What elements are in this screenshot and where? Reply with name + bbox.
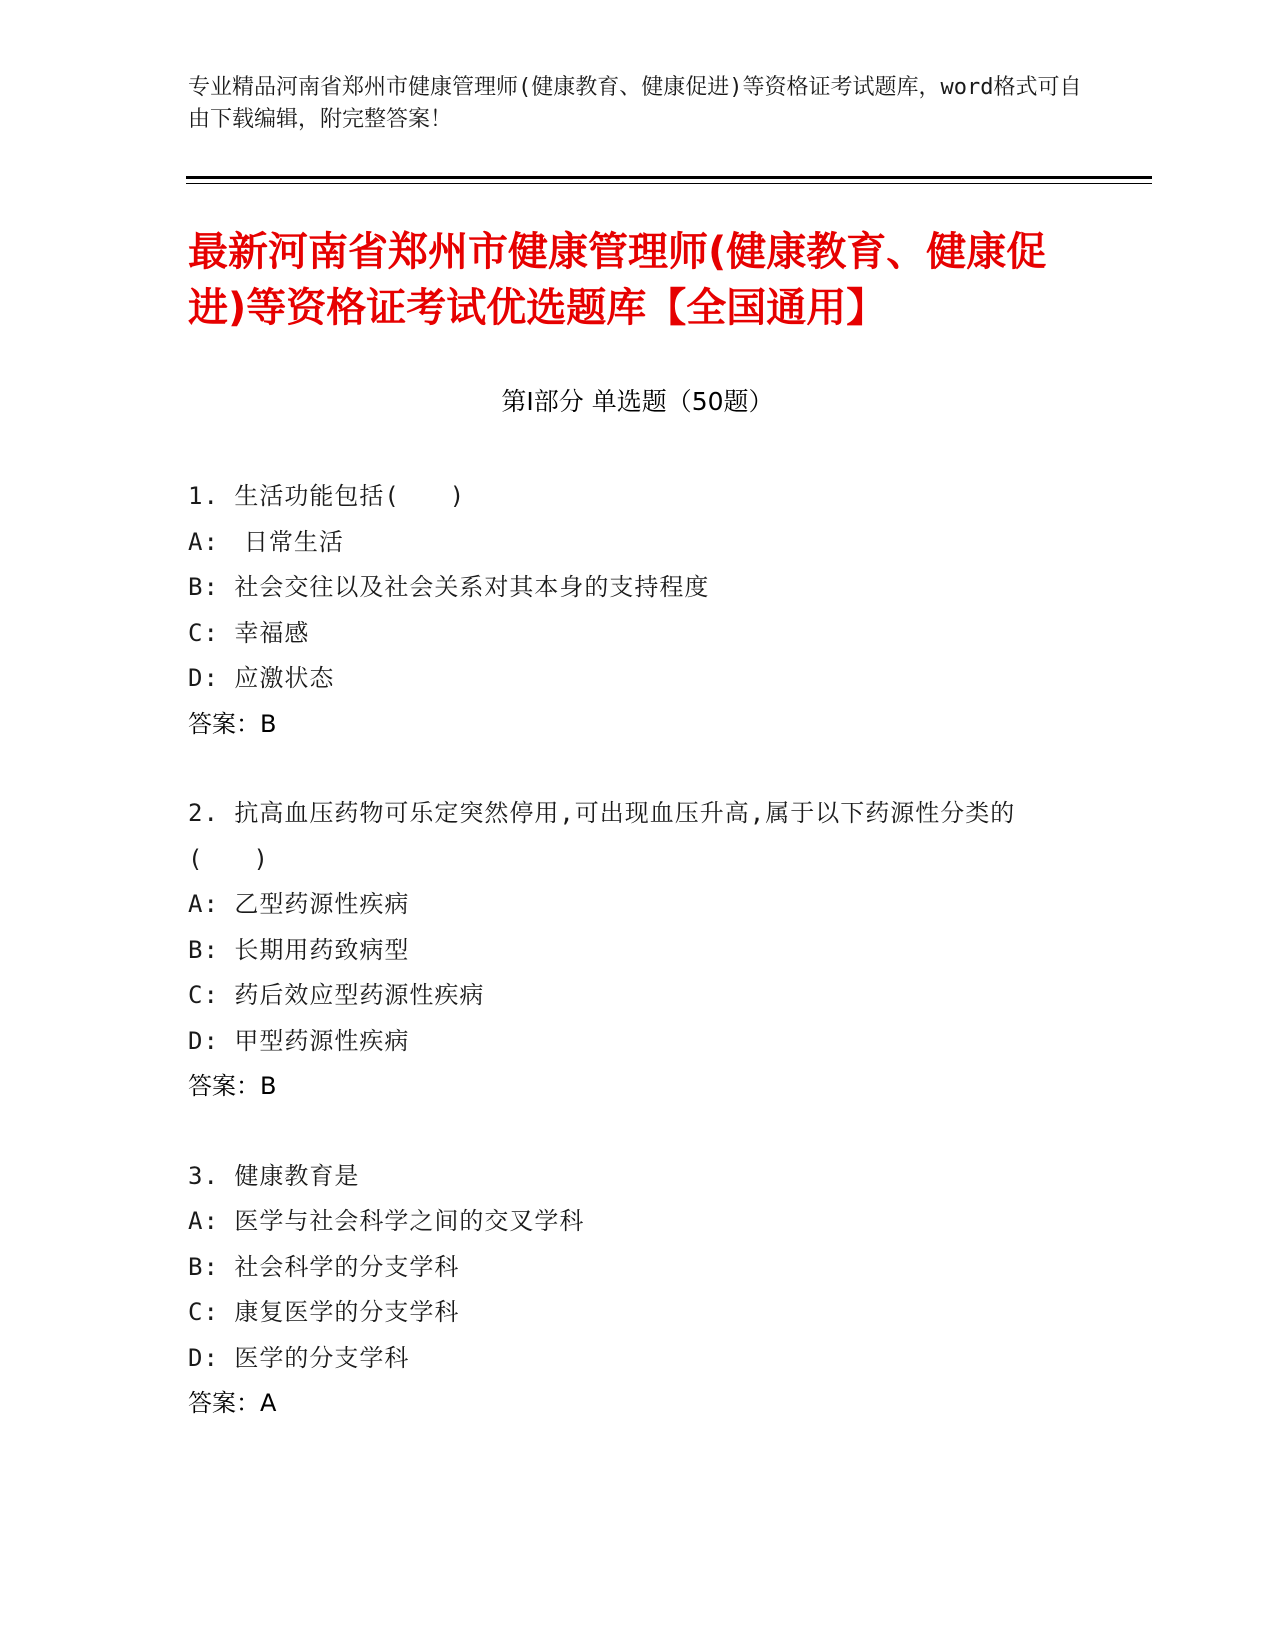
header-divider-thin bbox=[186, 183, 1152, 184]
option-a: A: 日常生活 bbox=[188, 527, 344, 556]
option-c: C: 幸福感 bbox=[188, 618, 310, 647]
document-title: 最新河南省郑州市健康管理师(健康教育、健康促进)等资格证考试优选题库【全国通用】 bbox=[188, 229, 1047, 331]
option-d: D: 应激状态 bbox=[188, 664, 335, 692]
option-b: B: 社会交往以及社会关系对其本身的支持程度 bbox=[188, 573, 710, 601]
option-d: D: 医学的分支学科 bbox=[188, 1343, 410, 1372]
option-d: D: 甲型药源性疾病 bbox=[188, 1026, 410, 1055]
answer: 答案：B bbox=[188, 709, 277, 738]
option-c: C: 康复医学的分支学科 bbox=[188, 1298, 460, 1326]
question-list bbox=[188, 474, 1088, 1471]
question-stem: 3. 健康教育是 bbox=[188, 1161, 360, 1190]
option-b: B: 长期用药致病型 bbox=[188, 935, 410, 964]
question-3 bbox=[188, 1154, 1088, 1427]
header-divider-thick bbox=[186, 176, 1152, 179]
question-stem: 1. 生活功能包括( ) bbox=[188, 482, 466, 510]
question-stem: 2. 抗高血压药物可乐定突然停用,可出现血压升高,属于以下药源性分类的( ) bbox=[188, 799, 1016, 873]
question-1 bbox=[188, 474, 1088, 747]
option-a: A: 医学与社会科学之间的交叉学科 bbox=[188, 1207, 585, 1235]
option-a: A: 乙型药源性疾病 bbox=[188, 890, 410, 918]
answer: 答案：B bbox=[188, 1072, 277, 1100]
section-title: 第Ⅰ部分 单选题（50题） bbox=[501, 387, 774, 416]
header-note: 专业精品河南省郑州市健康管理师(健康教育、健康促进)等资格证考试题库，word格式可自由下载编辑，附完整答案！ bbox=[188, 75, 1082, 132]
answer: 答案：A bbox=[188, 1389, 277, 1417]
option-c: C: 药后效应型药源性疾病 bbox=[188, 981, 485, 1009]
option-b: B: 社会科学的分支学科 bbox=[188, 1252, 460, 1281]
question-2 bbox=[188, 791, 1088, 1110]
